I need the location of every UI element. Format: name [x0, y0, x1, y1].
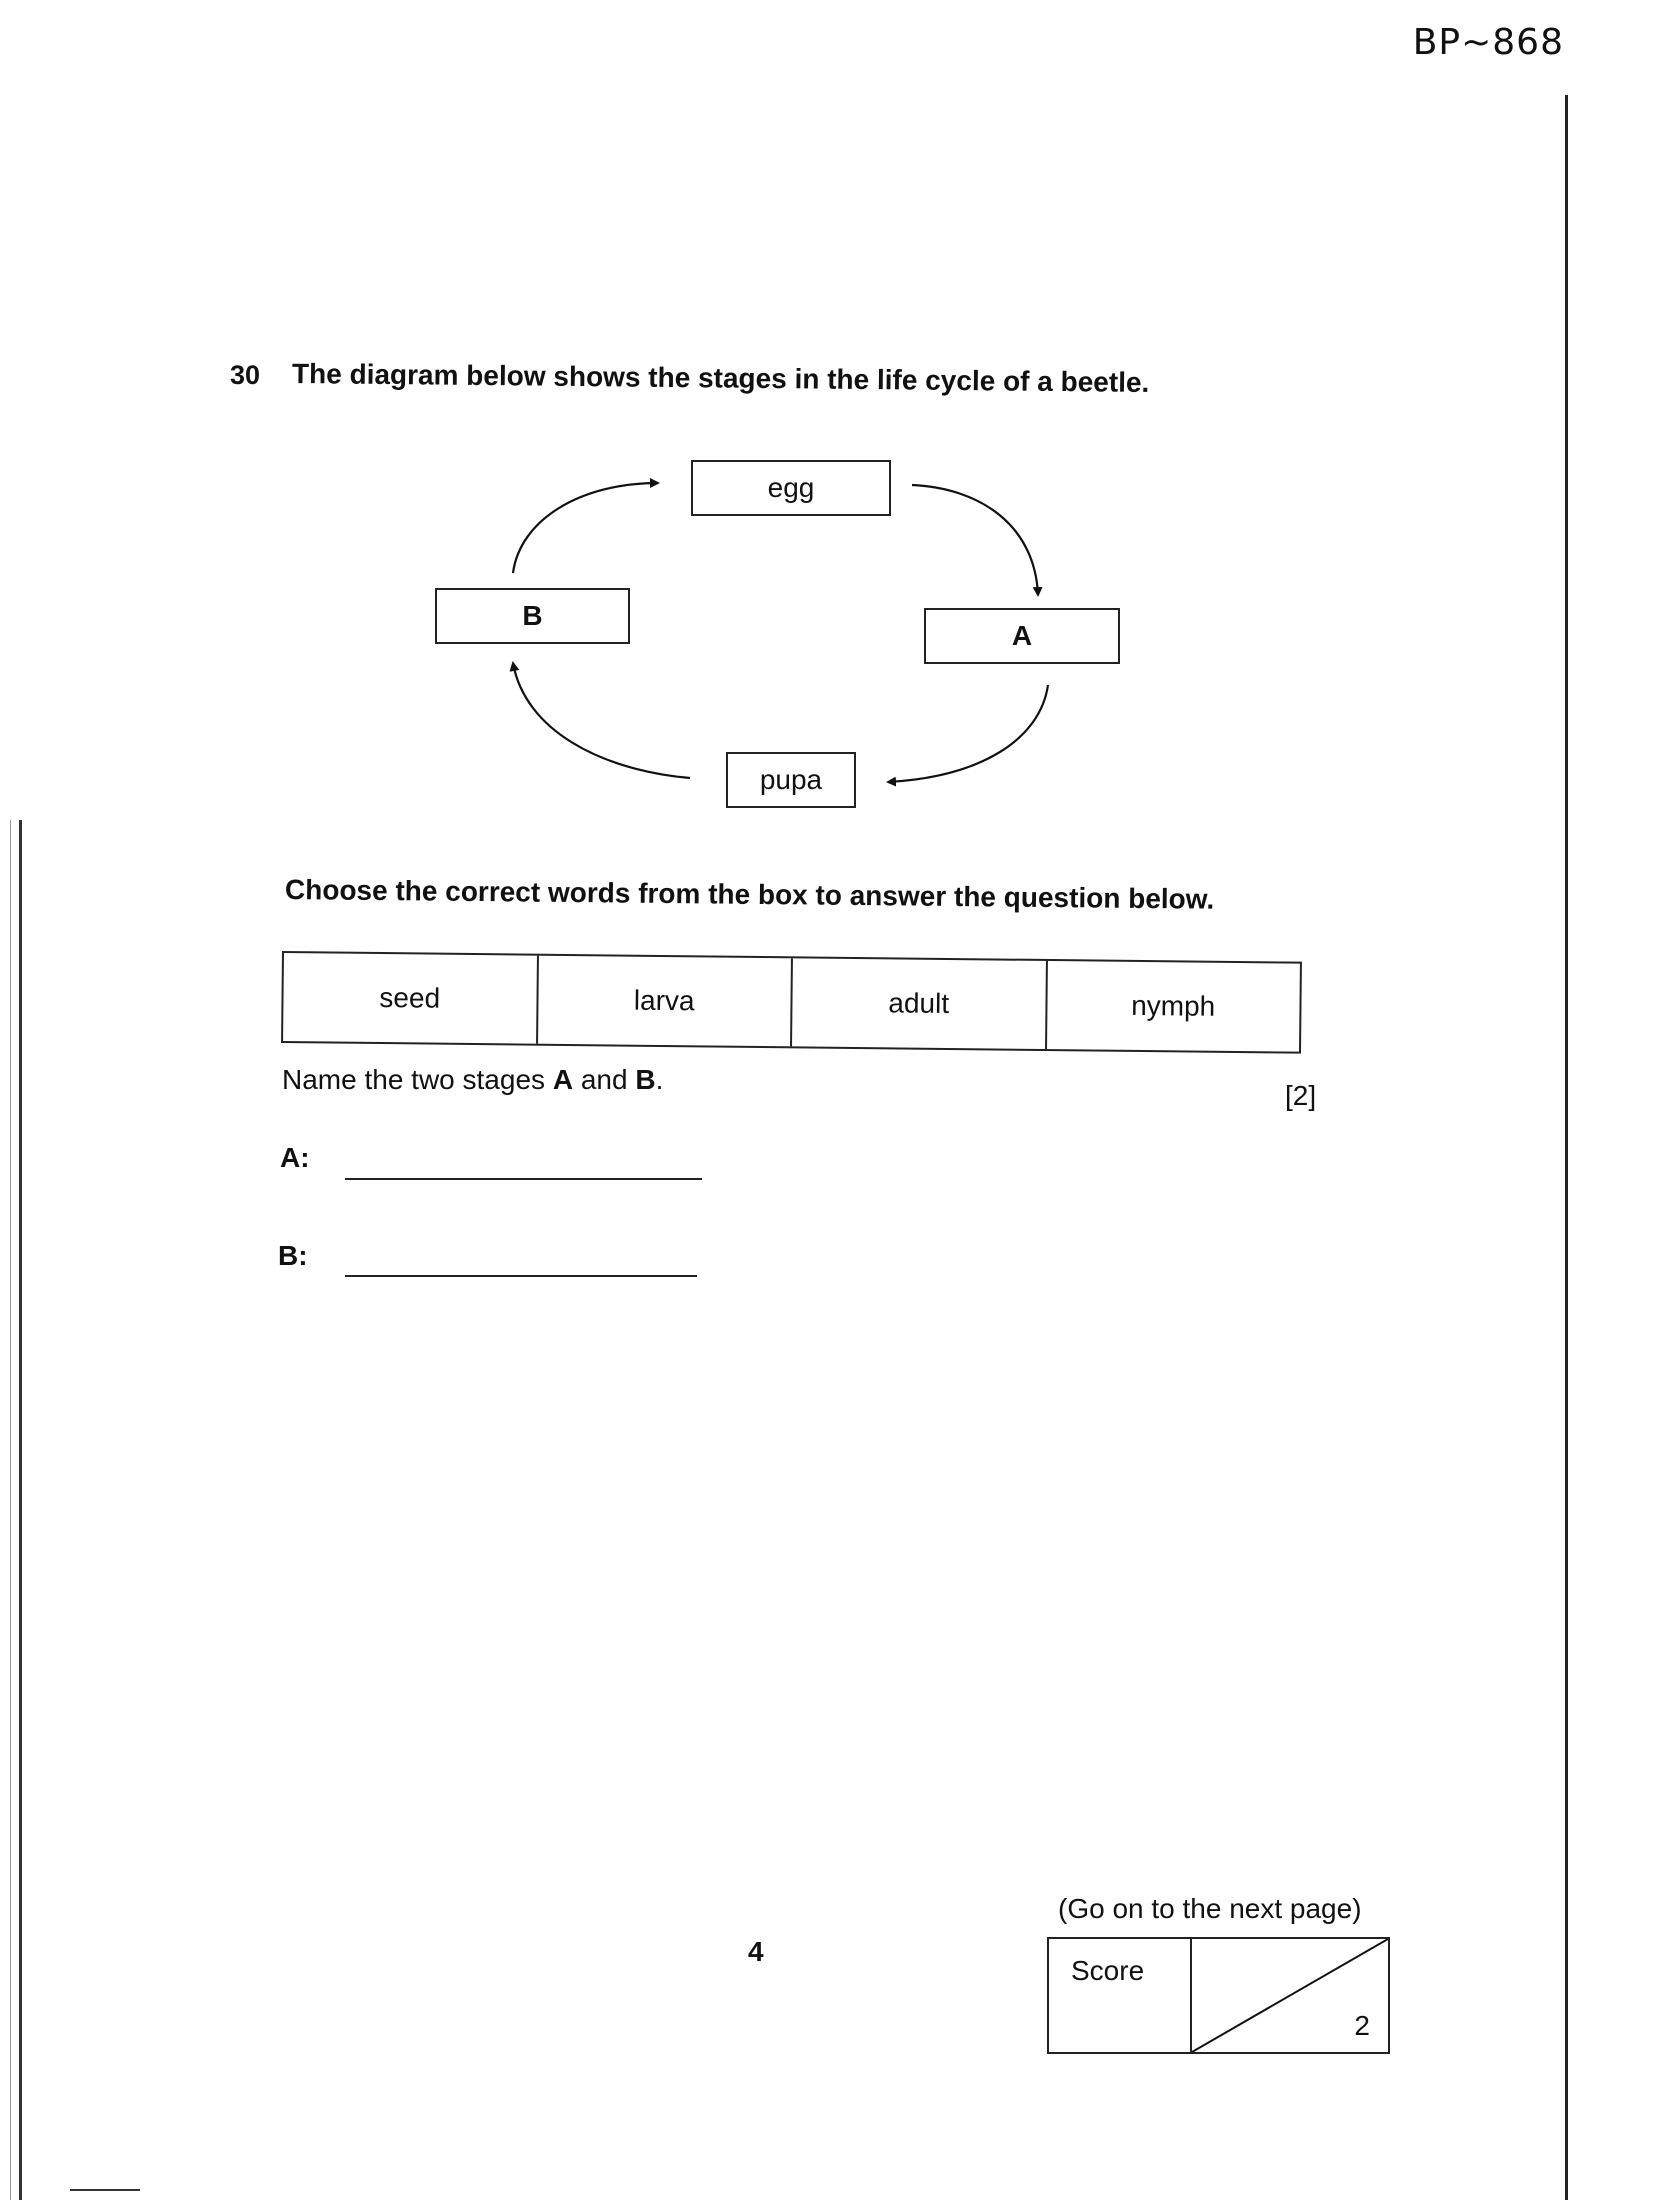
score-box	[1047, 1937, 1390, 2054]
word-box	[281, 951, 1302, 1054]
word-option: seed	[283, 953, 538, 1044]
word-option: adult	[792, 958, 1047, 1049]
word-option: nymph	[1131, 989, 1216, 1022]
go-on-note: (Go on to the next page)	[1058, 1893, 1362, 1924]
marks-allocation: [2]	[1285, 1080, 1317, 1111]
stage-pupa-box: pupa	[726, 752, 856, 808]
stage-a-box: A	[924, 608, 1120, 664]
stage-egg-box: egg	[691, 460, 891, 516]
answer-line-a[interactable]	[345, 1178, 702, 1180]
instruction-text: Choose the correct words from the box to answer the question below.	[284, 874, 1215, 915]
stage-b-box: B	[435, 588, 630, 644]
word-option: larva	[538, 956, 793, 1047]
score-label: Score	[1049, 1939, 1192, 2052]
left-margin-rule	[19, 820, 22, 2200]
page-number: 4	[748, 1936, 764, 1967]
left-margin-thin-rule	[10, 820, 11, 2200]
answer-label-a: A:	[280, 1142, 310, 1173]
score-max: 2	[1354, 2010, 1370, 2041]
sub-question: Name the two stages A and B.	[282, 1064, 664, 1095]
arrow-egg-to-a	[912, 485, 1038, 595]
score-cell[interactable]	[1192, 1939, 1388, 2052]
answer-label-b: B:	[278, 1240, 308, 1271]
question-number: 30	[230, 360, 261, 390]
arrow-pupa-to-b	[513, 663, 690, 778]
arrow-a-to-pupa	[888, 685, 1048, 782]
arrow-b-to-egg	[513, 483, 658, 573]
question-text: The diagram below shows the stages in the life cycle of a beetle.	[291, 358, 1150, 398]
paper-code: BP~868	[1412, 22, 1564, 63]
answer-line-b[interactable]	[345, 1275, 697, 1277]
corner-dash	[70, 2189, 140, 2191]
